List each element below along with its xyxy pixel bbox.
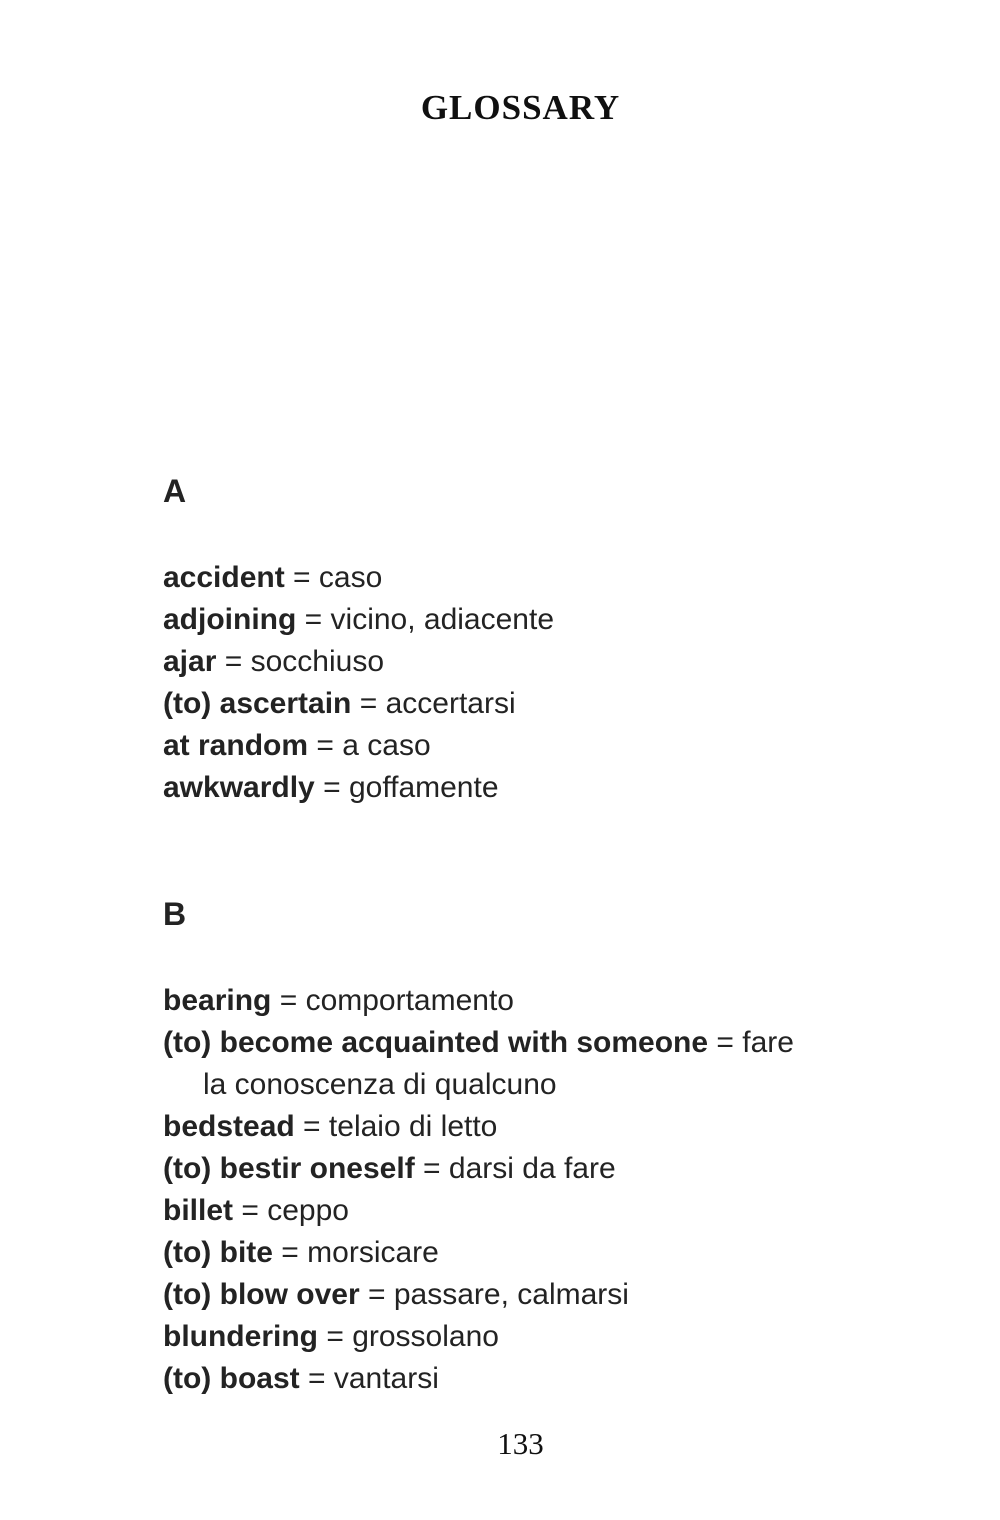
entry-definition: vicino, adiacente (330, 603, 555, 636)
entry-term: (to) bestir oneself (163, 1152, 415, 1185)
equals-separator: = (294, 1110, 329, 1143)
equals-separator: = (414, 1152, 449, 1185)
glossary-entry (163, 1274, 816, 1316)
entry-term: at random (163, 729, 309, 762)
glossary-entry (163, 1106, 816, 1148)
entry-list (163, 980, 878, 1400)
equals-separator: = (351, 687, 386, 720)
entry-term: (to) blow over (163, 1278, 360, 1311)
glossary-entry (163, 641, 816, 683)
page-number: 133 (497, 1426, 544, 1461)
glossary-entry (163, 1022, 816, 1106)
entry-definition: socchiuso (250, 645, 384, 678)
equals-separator: = (317, 1320, 353, 1353)
entry-term: bearing (163, 984, 272, 1017)
entry-term: awkwardly (163, 771, 315, 804)
entry-term: bedstead (163, 1110, 295, 1143)
glossary-entry (163, 599, 816, 641)
glossary-section (163, 470, 878, 809)
entry-definition: ceppo (267, 1194, 349, 1227)
entry-term: (to) boast (163, 1362, 300, 1395)
entry-term: ajar (163, 645, 217, 678)
entry-term: (to) ascertain (163, 687, 352, 720)
glossary-entry (163, 1190, 816, 1232)
glossary-entry (163, 1148, 816, 1190)
entry-definition: telaio di letto (328, 1110, 498, 1143)
glossary-sections (163, 470, 878, 1400)
glossary-entry (163, 683, 816, 725)
glossary-entry (163, 1232, 816, 1274)
glossary-entry (163, 767, 816, 809)
entry-definition: fare la conoscenza di qualcuno (203, 1026, 794, 1101)
page-content (163, 90, 878, 1462)
equals-separator: = (359, 1278, 394, 1311)
equals-separator: = (271, 984, 306, 1017)
equals-separator: = (708, 1026, 743, 1059)
entry-definition: caso (318, 561, 383, 594)
entry-term: (to) bite (163, 1236, 273, 1269)
entry-term: blundering (163, 1320, 318, 1353)
entry-term: billet (163, 1194, 234, 1227)
equals-separator: = (308, 729, 343, 762)
glossary-entry (163, 1316, 816, 1358)
entry-definition: darsi da fare (448, 1152, 616, 1185)
glossary-entry (163, 1358, 816, 1400)
entry-definition: grossolano (352, 1320, 499, 1353)
glossary-entry (163, 980, 816, 1022)
equals-separator: = (233, 1194, 268, 1227)
entry-term: accident (163, 561, 285, 594)
entry-term: (to) become acquainted with someone (163, 1026, 709, 1059)
page-title: GLOSSARY (420, 88, 621, 127)
glossary-entry (163, 725, 816, 767)
entry-list (163, 557, 878, 809)
entry-definition: comportamento (305, 984, 514, 1017)
equals-separator: = (299, 1362, 334, 1395)
entry-term: adjoining (163, 603, 297, 636)
section-letter: A (163, 473, 187, 509)
entry-definition: a caso (342, 729, 431, 762)
equals-separator: = (314, 771, 349, 804)
equals-separator: = (272, 1236, 308, 1269)
section-letter: B (163, 896, 187, 932)
glossary-entry (163, 557, 816, 599)
entry-definition: accertarsi (385, 687, 516, 720)
equals-separator: = (216, 645, 251, 678)
equals-separator: = (296, 603, 331, 636)
entry-definition: goffamente (348, 771, 499, 804)
equals-separator: = (284, 561, 319, 594)
entry-definition: morsicare (307, 1236, 439, 1269)
glossary-section (163, 893, 878, 1400)
entry-definition: passare, calmarsi (393, 1278, 629, 1311)
entry-definition: vantarsi (333, 1362, 439, 1395)
